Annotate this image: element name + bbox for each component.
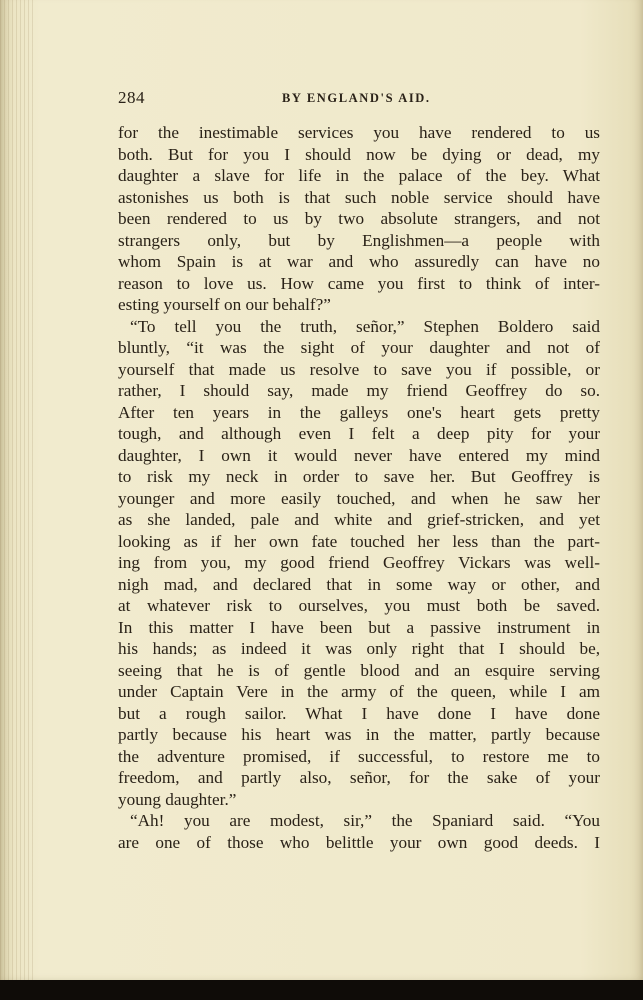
text-line: both. But for you I should now be dying or dead, my: [118, 144, 600, 164]
text-line: been rendered to us by two absolute strangers, and not: [118, 209, 600, 228]
text-line: his hands; as indeed it was only right that I should be,: [118, 639, 600, 658]
text-line: whom Spain is at war and who assuredly can have no: [118, 252, 600, 271]
text-line: but a rough sailor. What I have done I have done: [118, 703, 600, 723]
text-line: the adventure promised, if successful, to restore me to: [118, 746, 600, 766]
text-line: looking as if her own fate touched her less than the part-: [118, 531, 600, 551]
text-line: daughter a slave for life in the palace of the bey. What: [118, 166, 600, 185]
text-line: seeing that he is of gentle blood and an esquire serving: [118, 660, 600, 680]
text-line: esting yourself on our behalf?”: [118, 295, 331, 314]
text-line: are one of those who belittle your own good deeds. I: [118, 832, 600, 852]
text-line: “To tell you the truth, señor,” Stephen Boldero said: [130, 316, 600, 336]
page-number: 284: [118, 88, 145, 107]
text-line: strangers only, but by Englishmen—a people with: [118, 230, 600, 250]
text-line: tough, and although even I felt a deep pity for your: [118, 424, 600, 443]
text-line: as she landed, pale and white and grief-stricken, and yet: [118, 510, 600, 529]
text-line: rather, I should say, made my friend Geoffrey do so.: [118, 381, 600, 400]
text-line: “Ah! you are modest, sir,” the Spaniard said. “You: [130, 811, 600, 830]
text-line: daughter, I own it would never have entered my mind: [118, 445, 600, 465]
text-line: After ten years in the galleys one's heart gets pretty: [118, 402, 600, 422]
text-line: In this matter I have been but a passive instrument in: [118, 617, 600, 637]
text-line: nigh mad, and declared that in some way or other, and: [118, 574, 600, 594]
running-head: [118, 88, 602, 110]
text-line: bluntly, “it was the sight of your daughter and not of: [118, 338, 600, 357]
text-line: younger and more easily touched, and when he saw her: [118, 488, 600, 508]
text-line: astonishes us both is that such noble service should have: [118, 187, 600, 207]
page-edge-shadow: [0, 0, 36, 988]
running-title: BY ENGLAND'S AID.: [282, 91, 431, 105]
scan-bottom-edge: [0, 980, 643, 1000]
text-line: yourself that made us resolve to save you if possible, or: [118, 359, 600, 379]
body-text: [118, 122, 600, 853]
text-line: partly because his heart was in the matter, partly because: [118, 725, 600, 744]
text-line: reason to love us. How came you first to think of inter-: [118, 273, 600, 293]
text-line: freedom, and partly also, señor, for the sake of your: [118, 768, 600, 787]
text-line: ing from you, my good friend Geoffrey Vickars was well-: [118, 553, 600, 572]
text-line: under Captain Vere in the army of the queen, while I am: [118, 682, 600, 701]
text-line: young daughter.”: [118, 789, 237, 809]
text-line: at whatever risk to ourselves, you must both be saved.: [118, 596, 600, 615]
text-line: to risk my neck in order to save her. But Geoffrey is: [118, 467, 600, 486]
text-line: for the inestimable services you have rendered to us: [118, 123, 600, 142]
